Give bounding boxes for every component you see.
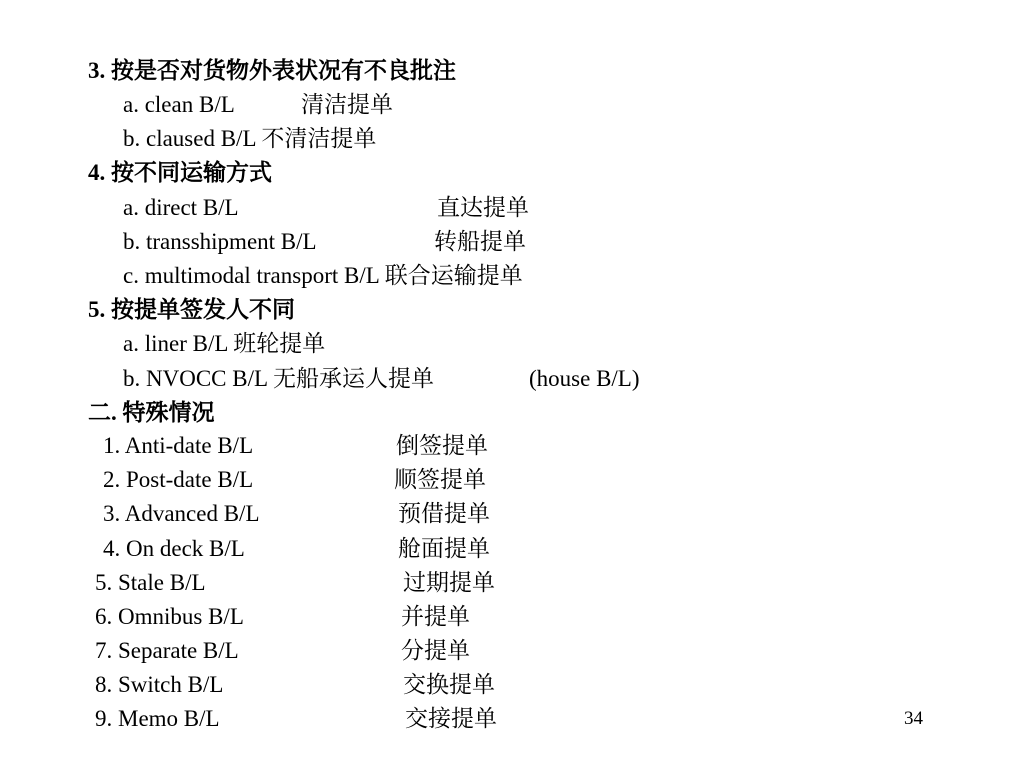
item-english: 8. Switch B/L xyxy=(95,672,224,697)
item-chinese: 直达提单 xyxy=(437,195,529,220)
item-english: 5. Stale B/L xyxy=(95,570,206,595)
item-english: 2. Post-date B/L xyxy=(103,467,254,492)
section-5-item-a: a. liner B/L 班轮提单 xyxy=(123,331,326,356)
item-chinese: 交换提单 xyxy=(403,672,495,697)
section-4-heading: 4. 按不同运输方式 xyxy=(88,160,272,185)
item-chinese: 倒签提单 xyxy=(396,433,488,458)
section-3-item-b: b. claused B/L 不清洁提单 xyxy=(123,126,377,151)
item-english: 7. Separate B/L xyxy=(95,638,239,663)
section-3-heading: 3. 按是否对货物外表状况有不良批注 xyxy=(88,58,456,83)
item-chinese: 舱面提单 xyxy=(398,536,490,561)
item-english: 4. On deck B/L xyxy=(103,536,245,561)
section-5-heading: 5. 按提单签发人不同 xyxy=(88,297,295,322)
section-4-item-c: c. multimodal transport B/L 联合运输提单 xyxy=(123,263,523,288)
item-english: b. transshipment B/L xyxy=(123,229,317,254)
item-chinese: 预借提单 xyxy=(398,501,490,526)
item-chinese: 清洁提单 xyxy=(301,92,393,117)
page-number: 34 xyxy=(904,708,923,729)
item-english: a. clean B/L xyxy=(123,92,235,117)
item-chinese: 过期提单 xyxy=(403,570,495,595)
item-english: 3. Advanced B/L xyxy=(103,501,260,526)
item-english: 1. Anti-date B/L xyxy=(103,433,254,458)
special-cases-heading: 二. 特殊情况 xyxy=(88,400,215,425)
item-note: (house B/L) xyxy=(529,366,640,391)
item-chinese: 并提单 xyxy=(401,604,470,629)
item-chinese: 顺签提单 xyxy=(394,467,486,492)
item-english: 9. Memo B/L xyxy=(95,706,220,731)
item-english: a. direct B/L xyxy=(123,195,239,220)
item-chinese: 交接提单 xyxy=(405,706,497,731)
item-text: b. NVOCC B/L 无船承运人提单 xyxy=(123,366,434,391)
item-chinese: 分提单 xyxy=(401,638,470,663)
item-english: 6. Omnibus B/L xyxy=(95,604,244,629)
item-chinese: 转船提单 xyxy=(434,229,526,254)
